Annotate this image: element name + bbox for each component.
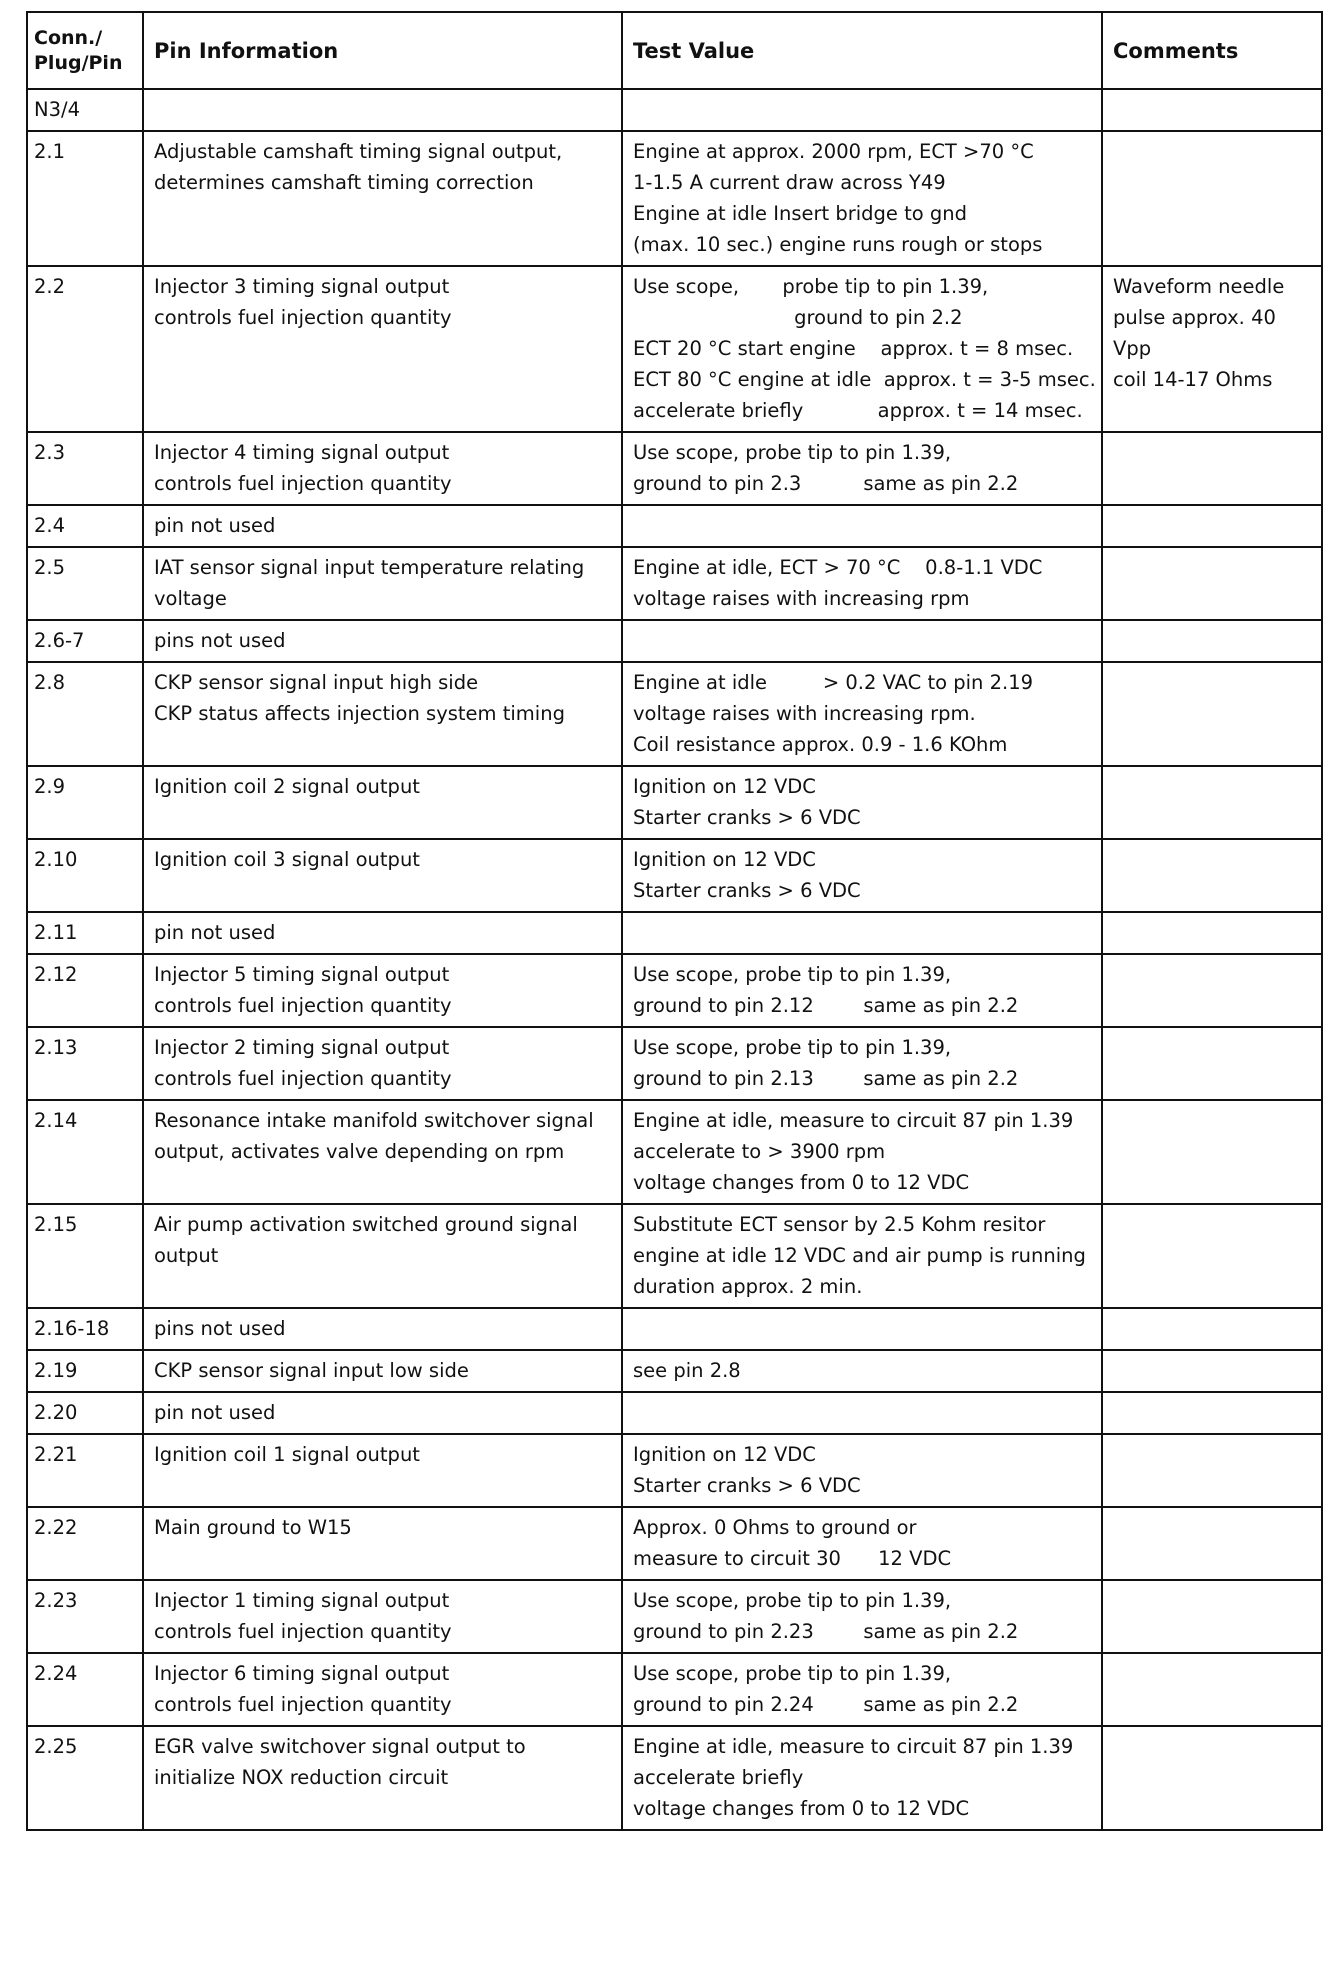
header-test-value: Test Value bbox=[622, 12, 1102, 89]
table-row bbox=[27, 432, 1322, 505]
cell-comments bbox=[1102, 1434, 1322, 1507]
cell-test-value bbox=[622, 954, 1102, 1027]
cell-comments bbox=[1102, 766, 1322, 839]
cell-conn-pin: 2.19 bbox=[27, 1350, 143, 1392]
cell-pin-information-line: output bbox=[154, 1244, 219, 1267]
cell-pin-information bbox=[143, 1308, 622, 1350]
cell-test-value-line: see pin 2.8 bbox=[633, 1359, 741, 1382]
cell-test-value-line: engine at idle 12 VDC and air pump is running bbox=[633, 1244, 1086, 1267]
cell-pin-information bbox=[143, 1204, 622, 1308]
cell-pin-information-line: controls fuel injection quantity bbox=[154, 306, 452, 329]
table-row bbox=[27, 1434, 1322, 1507]
cell-pin-information bbox=[143, 1507, 622, 1580]
cell-conn-pin: 2.11 bbox=[27, 912, 143, 954]
cell-test-value-line: Substitute ECT sensor by 2.5 Kohm resitor bbox=[633, 1213, 1046, 1236]
cell-pin-information-line: controls fuel injection quantity bbox=[154, 994, 452, 1017]
cell-pin-information-line: controls fuel injection quantity bbox=[154, 1620, 452, 1643]
table-body bbox=[27, 89, 1322, 1830]
cell-conn-pin: 2.8 bbox=[27, 662, 143, 766]
cell-pin-information bbox=[143, 1580, 622, 1653]
cell-test-value-line: Engine at idle Insert bridge to gnd bbox=[633, 202, 968, 225]
cell-pin-information-line: Ignition coil 1 signal output bbox=[154, 1443, 420, 1466]
cell-conn-pin: 2.4 bbox=[27, 505, 143, 547]
cell-pin-information-line: pins not used bbox=[154, 1317, 286, 1340]
cell-test-value-line: Ignition on 12 VDC bbox=[633, 848, 816, 871]
table-row bbox=[27, 1507, 1322, 1580]
cell-test-value-line: Engine at approx. 2000 rpm, ECT >70 °C bbox=[633, 140, 1034, 163]
cell-test-value-line: accelerate briefly bbox=[633, 1766, 804, 1789]
cell-conn-pin: 2.25 bbox=[27, 1726, 143, 1830]
cell-pin-information-line: Resonance intake manifold switchover signal bbox=[154, 1109, 594, 1132]
cell-pin-information-line: pins not used bbox=[154, 629, 286, 652]
cell-pin-information bbox=[143, 954, 622, 1027]
cell-test-value-line: Starter cranks > 6 VDC bbox=[633, 879, 861, 902]
cell-pin-information bbox=[143, 766, 622, 839]
cell-test-value bbox=[622, 839, 1102, 912]
cell-test-value-line: ECT 80 °C engine at idle approx. t = 3-5 msec. bbox=[633, 368, 1096, 391]
table-row bbox=[27, 839, 1322, 912]
cell-pin-information bbox=[143, 89, 622, 131]
table-row bbox=[27, 1392, 1322, 1434]
cell-conn-pin: 2.15 bbox=[27, 1204, 143, 1308]
cell-comments bbox=[1102, 131, 1322, 266]
cell-test-value-line: measure to circuit 30 12 VDC bbox=[633, 1547, 952, 1570]
cell-comments bbox=[1102, 1100, 1322, 1204]
cell-pin-information-line: controls fuel injection quantity bbox=[154, 1693, 452, 1716]
cell-conn-pin: 2.23 bbox=[27, 1580, 143, 1653]
cell-conn-pin: N3/4 bbox=[27, 89, 143, 131]
cell-test-value-line: Use scope, probe tip to pin 1.39, bbox=[633, 1662, 952, 1685]
cell-pin-information-line: initialize NOX reduction circuit bbox=[154, 1766, 449, 1789]
cell-test-value bbox=[622, 89, 1102, 131]
cell-conn-pin: 2.12 bbox=[27, 954, 143, 1027]
cell-test-value-line: ground to pin 2.13 same as pin 2.2 bbox=[633, 1067, 1019, 1090]
cell-test-value-line: Use scope, probe tip to pin 1.39, bbox=[633, 963, 952, 986]
cell-test-value bbox=[622, 1204, 1102, 1308]
cell-test-value-line: Use scope, probe tip to pin 1.39, bbox=[633, 1036, 952, 1059]
cell-test-value-line: ground to pin 2.24 same as pin 2.2 bbox=[633, 1693, 1019, 1716]
cell-test-value-line: Engine at idle, measure to circuit 87 pin 1.39 bbox=[633, 1109, 1074, 1132]
cell-pin-information bbox=[143, 620, 622, 662]
cell-test-value-line: Ignition on 12 VDC bbox=[633, 1443, 816, 1466]
cell-test-value bbox=[622, 1027, 1102, 1100]
cell-test-value bbox=[622, 1507, 1102, 1580]
table-row bbox=[27, 912, 1322, 954]
cell-test-value-line: Engine at idle, ECT > 70 °C 0.8-1.1 VDC bbox=[633, 556, 1043, 579]
table-row bbox=[27, 131, 1322, 266]
cell-test-value-line: accelerate briefly approx. t = 14 msec. bbox=[633, 399, 1083, 422]
cell-test-value-line: Ignition on 12 VDC bbox=[633, 775, 816, 798]
cell-test-value bbox=[622, 766, 1102, 839]
cell-comments bbox=[1102, 1726, 1322, 1830]
pin-table bbox=[26, 11, 1323, 1831]
cell-test-value-line: Starter cranks > 6 VDC bbox=[633, 1474, 861, 1497]
cell-test-value bbox=[622, 432, 1102, 505]
cell-conn-pin: 2.1 bbox=[27, 131, 143, 266]
cell-comments bbox=[1102, 266, 1322, 432]
cell-conn-pin: 2.21 bbox=[27, 1434, 143, 1507]
table-row bbox=[27, 89, 1322, 131]
table-row bbox=[27, 662, 1322, 766]
cell-pin-information-line: Injector 3 timing signal output bbox=[154, 275, 450, 298]
table-row bbox=[27, 1653, 1322, 1726]
cell-pin-information-line: Air pump activation switched ground signal bbox=[154, 1213, 578, 1236]
cell-comments bbox=[1102, 1027, 1322, 1100]
cell-test-value-line: (max. 10 sec.) engine runs rough or stops bbox=[633, 233, 1043, 256]
cell-comments-line: Vpp bbox=[1113, 337, 1152, 360]
cell-pin-information-line: Ignition coil 2 signal output bbox=[154, 775, 420, 798]
cell-comments bbox=[1102, 954, 1322, 1027]
cell-test-value-line: ground to pin 2.3 same as pin 2.2 bbox=[633, 472, 1019, 495]
cell-pin-information-line: determines camshaft timing correction bbox=[154, 171, 534, 194]
cell-test-value-line: Starter cranks > 6 VDC bbox=[633, 806, 861, 829]
cell-comments bbox=[1102, 1392, 1322, 1434]
table-row bbox=[27, 620, 1322, 662]
cell-test-value bbox=[622, 620, 1102, 662]
header-row bbox=[27, 12, 1322, 89]
cell-pin-information bbox=[143, 1434, 622, 1507]
cell-conn-pin: 2.5 bbox=[27, 547, 143, 620]
cell-comments bbox=[1102, 620, 1322, 662]
cell-pin-information bbox=[143, 266, 622, 432]
cell-test-value-line: voltage changes from 0 to 12 VDC bbox=[633, 1171, 970, 1194]
cell-comments-line: coil 14-17 Ohms bbox=[1113, 368, 1273, 391]
cell-comments-line: Waveform needle bbox=[1113, 275, 1285, 298]
cell-comments bbox=[1102, 839, 1322, 912]
table-row bbox=[27, 1726, 1322, 1830]
cell-comments bbox=[1102, 1653, 1322, 1726]
cell-test-value bbox=[622, 547, 1102, 620]
cell-conn-pin: 2.14 bbox=[27, 1100, 143, 1204]
table-row bbox=[27, 954, 1322, 1027]
cell-pin-information-line: IAT sensor signal input temperature relating bbox=[154, 556, 585, 579]
cell-test-value-line: ECT 20 °C start engine approx. t = 8 msec. bbox=[633, 337, 1074, 360]
cell-test-value-line: ground to pin 2.2 bbox=[633, 306, 963, 329]
cell-pin-information-line: Injector 5 timing signal output bbox=[154, 963, 450, 986]
header-pin-information: Pin Information bbox=[143, 12, 622, 89]
cell-pin-information-line: pin not used bbox=[154, 514, 276, 537]
cell-pin-information-line: voltage bbox=[154, 587, 227, 610]
cell-test-value bbox=[622, 1392, 1102, 1434]
cell-test-value bbox=[622, 912, 1102, 954]
cell-pin-information bbox=[143, 1350, 622, 1392]
table-row bbox=[27, 547, 1322, 620]
cell-test-value bbox=[622, 1350, 1102, 1392]
cell-pin-information-line: controls fuel injection quantity bbox=[154, 1067, 452, 1090]
cell-comments bbox=[1102, 89, 1322, 131]
cell-test-value bbox=[622, 1100, 1102, 1204]
cell-pin-information bbox=[143, 1653, 622, 1726]
cell-pin-information-line: pin not used bbox=[154, 1401, 276, 1424]
cell-pin-information-line: EGR valve switchover signal output to bbox=[154, 1735, 526, 1758]
cell-test-value-line: 1-1.5 A current draw across Y49 bbox=[633, 171, 946, 194]
cell-pin-information-line: output, activates valve depending on rpm bbox=[154, 1140, 565, 1163]
cell-pin-information bbox=[143, 1100, 622, 1204]
cell-pin-information-line: Injector 4 timing signal output bbox=[154, 441, 450, 464]
table-row bbox=[27, 1308, 1322, 1350]
cell-conn-pin: 2.22 bbox=[27, 1507, 143, 1580]
cell-comments-line: pulse approx. 40 bbox=[1113, 306, 1276, 329]
cell-conn-pin: 2.9 bbox=[27, 766, 143, 839]
table-row bbox=[27, 1100, 1322, 1204]
cell-pin-information bbox=[143, 662, 622, 766]
cell-test-value bbox=[622, 662, 1102, 766]
cell-pin-information-line: Injector 2 timing signal output bbox=[154, 1036, 450, 1059]
cell-pin-information bbox=[143, 1027, 622, 1100]
header-conn bbox=[27, 12, 143, 89]
cell-test-value bbox=[622, 1308, 1102, 1350]
cell-pin-information bbox=[143, 839, 622, 912]
cell-test-value bbox=[622, 1580, 1102, 1653]
header-comments: Comments bbox=[1102, 12, 1322, 89]
cell-conn-pin: 2.13 bbox=[27, 1027, 143, 1100]
cell-test-value-line: Use scope, probe tip to pin 1.39, bbox=[633, 441, 952, 464]
cell-pin-information-line: Main ground to W15 bbox=[154, 1516, 352, 1539]
cell-test-value bbox=[622, 1653, 1102, 1726]
cell-test-value-line: Engine at idle, measure to circuit 87 pin 1.39 bbox=[633, 1735, 1074, 1758]
cell-pin-information bbox=[143, 432, 622, 505]
cell-test-value-line: accelerate to > 3900 rpm bbox=[633, 1140, 886, 1163]
cell-conn-pin: 2.10 bbox=[27, 839, 143, 912]
cell-test-value bbox=[622, 505, 1102, 547]
table-row bbox=[27, 266, 1322, 432]
cell-conn-pin: 2.2 bbox=[27, 266, 143, 432]
cell-pin-information-line: Ignition coil 3 signal output bbox=[154, 848, 420, 871]
cell-comments bbox=[1102, 547, 1322, 620]
cell-test-value-line: duration approx. 2 min. bbox=[633, 1275, 863, 1298]
cell-pin-information-line: pin not used bbox=[154, 921, 276, 944]
cell-pin-information-line: Injector 6 timing signal output bbox=[154, 1662, 450, 1685]
cell-pin-information bbox=[143, 1392, 622, 1434]
cell-comments bbox=[1102, 432, 1322, 505]
cell-pin-information-line: CKP sensor signal input low side bbox=[154, 1359, 469, 1382]
cell-test-value-line: Use scope, probe tip to pin 1.39, bbox=[633, 275, 989, 298]
cell-conn-pin: 2.6-7 bbox=[27, 620, 143, 662]
cell-test-value bbox=[622, 131, 1102, 266]
cell-test-value-line: voltage raises with increasing rpm. bbox=[633, 702, 976, 725]
table-row bbox=[27, 1204, 1322, 1308]
cell-comments bbox=[1102, 1204, 1322, 1308]
cell-conn-pin: 2.20 bbox=[27, 1392, 143, 1434]
table-row bbox=[27, 1350, 1322, 1392]
cell-pin-information bbox=[143, 131, 622, 266]
cell-conn-pin: 2.24 bbox=[27, 1653, 143, 1726]
table-row bbox=[27, 766, 1322, 839]
cell-test-value-line: Approx. 0 Ohms to ground or bbox=[633, 1516, 917, 1539]
cell-comments bbox=[1102, 1308, 1322, 1350]
table-row bbox=[27, 1027, 1322, 1100]
header-conn-line-1: Conn./ bbox=[34, 26, 103, 49]
cell-pin-information-line: CKP status affects injection system timing bbox=[154, 702, 565, 725]
cell-test-value-line: ground to pin 2.12 same as pin 2.2 bbox=[633, 994, 1019, 1017]
cell-comments bbox=[1102, 505, 1322, 547]
cell-pin-information bbox=[143, 1726, 622, 1830]
cell-comments bbox=[1102, 1580, 1322, 1653]
cell-comments bbox=[1102, 1507, 1322, 1580]
header-conn-line-2: Plug/Pin bbox=[34, 51, 123, 74]
cell-pin-information-line: Injector 1 timing signal output bbox=[154, 1589, 450, 1612]
cell-pin-information-line: Adjustable camshaft timing signal output, bbox=[154, 140, 563, 163]
cell-pin-information bbox=[143, 547, 622, 620]
cell-pin-information bbox=[143, 912, 622, 954]
cell-test-value bbox=[622, 1434, 1102, 1507]
cell-test-value bbox=[622, 1726, 1102, 1830]
cell-test-value-line: voltage raises with increasing rpm bbox=[633, 587, 970, 610]
cell-test-value-line: ground to pin 2.23 same as pin 2.2 bbox=[633, 1620, 1019, 1643]
cell-test-value-line: Coil resistance approx. 0.9 - 1.6 KOhm bbox=[633, 733, 1008, 756]
cell-comments bbox=[1102, 662, 1322, 766]
cell-test-value-line: voltage changes from 0 to 12 VDC bbox=[633, 1797, 970, 1820]
cell-test-value-line: Use scope, probe tip to pin 1.39, bbox=[633, 1589, 952, 1612]
table-row bbox=[27, 1580, 1322, 1653]
cell-comments bbox=[1102, 1350, 1322, 1392]
cell-pin-information-line: controls fuel injection quantity bbox=[154, 472, 452, 495]
cell-pin-information-line: CKP sensor signal input high side bbox=[154, 671, 479, 694]
cell-conn-pin: 2.16-18 bbox=[27, 1308, 143, 1350]
cell-pin-information bbox=[143, 505, 622, 547]
table-row bbox=[27, 505, 1322, 547]
cell-test-value bbox=[622, 266, 1102, 432]
cell-conn-pin: 2.3 bbox=[27, 432, 143, 505]
cell-test-value-line: Engine at idle > 0.2 VAC to pin 2.19 bbox=[633, 671, 1034, 694]
cell-comments bbox=[1102, 912, 1322, 954]
